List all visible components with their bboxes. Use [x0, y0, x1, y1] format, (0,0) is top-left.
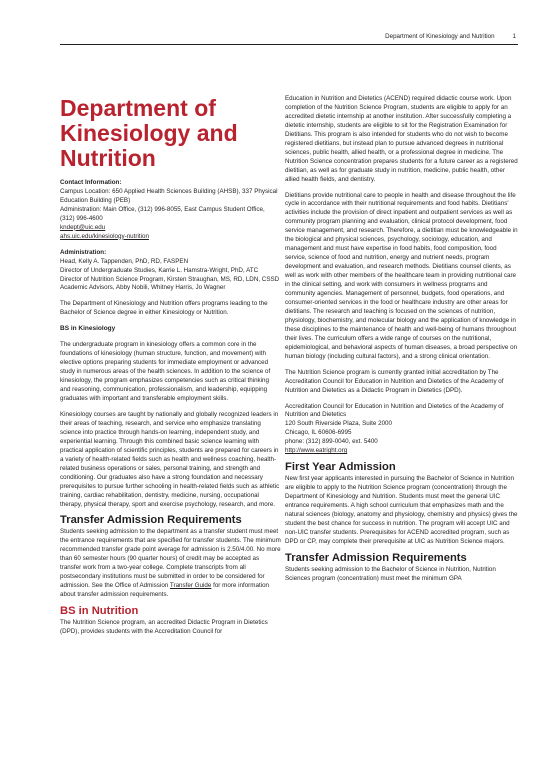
- administration-label: Administration:: [60, 248, 107, 256]
- admin-nutrition-director: Director of Nutrition Science Program, Kirsten Straughan, MS, RD, LDN, CSSD: [60, 275, 280, 283]
- nutrition-paragraph-1: Education in Nutrition and Dietetics (ACEND) required didactic course work. Upon completion of the Nutrition Science Program, students are eligible to apply for an accredited dietetic internship at another institution. After successfully completing a dietetic internship, students are eligible to sit for the Registration Examination for Dietitians. This program is also intended for students who do not wish to become registered dietitians, but instead plan to pursue advanced degrees in nutritional sciences, public health, allied health, or a professional degree in medicine. The Nutrition Science concentration prepares students for a future career as a registered dietitian, as well as for graduate study in nutrition, medicine, public health, other allied health fields, and dentistry.: [285, 95, 518, 183]
- contact-label: Contact Information:: [60, 179, 122, 186]
- page-title-line1: Department of: [60, 95, 216, 121]
- header-rule: [60, 44, 518, 45]
- nutrition-paragraph-3: The Nutrition Science program is currently granted initial accreditation by The Accreditation Council for Education in Nutrition and Dietetics of the Academy of Nutrition and Dietetics as a Didactic Program in Dietetics (DPD).: [285, 368, 504, 394]
- transfer-guide-link[interactable]: Transfer Guide: [169, 582, 212, 590]
- transfer-admission-paragraph: [60, 528, 281, 600]
- nutrition-transfer-admission-paragraph: Students seeking admission to the Bachelor of Science in Nutrition, Nutrition Sciences program (concentration) must meet the minimum GPA: [285, 565, 496, 582]
- acend-city: Chicago, IL 60606-6995: [285, 429, 352, 437]
- admin-undergrad-director: Director of Undergraduate Studies, Karrie L. Hamstra-Wright, PhD, ATC: [60, 266, 259, 274]
- page-title-line3: Nutrition: [60, 145, 156, 171]
- first-year-admission-heading: First Year Admission: [285, 461, 396, 474]
- admin-head: Head, Kelly A. Tappenden, PhD, RD, FASPEN: [60, 257, 189, 265]
- nutrition-paragraph-2: Dietitians provide nutritional care to people in health and disease throughout the life cycle in accordance with their nutritional requirements and food habits. Dietitians' activities include the provision of direct inpatient and outpatient services as well as community program planning and evaluation, clinical protocol development, food service management, and research. Therefore, a dietitian must be knowledgeable in the biological and physical sciences, psychology, sociology, education, and management and must have expertise in food habits, food composition, food service, science of food and nutrition, energy and nutrient needs, program development and evaluation, and research methods. Dietitians counsel clients, as well as work with other members of the healthcare team in providing nutritional care in the clinical setting, and work with consumers in wellness programs and community agencies. Management of personnel, budgets, food operations, and consumer-oriented services in the food or healthcare industry are other areas for dietitians. The research and teaching is focused on the sciences of nutrition, physiology, biochemistry, and molecular biology and the application of knowledge in these disciplines to the maintenance of health and well-being of humans throughout their lives. The curriculum offers a wide range of courses on the nutritional, epidemiological, and behavioral aspects of human diseases, a broad perspective on human biology (including cultural factors), and a strong clinical orientation.: [285, 191, 518, 360]
- contact-email-link[interactable]: kndept@uic.edu: [60, 223, 106, 231]
- page-title-line2: Kinesiology and: [60, 120, 238, 146]
- nutrition-transfer-admission-heading: Transfer Admission Requirements: [285, 551, 467, 564]
- contact-campus: Campus Location: 650 Applied Health Sciences Building (AHSB), 337 Physical Education Building (PEB): [60, 187, 278, 204]
- transfer-text-pre: Students seeking admission to the department as a transfer student must meet the entrance requirements that are specified for transfer students. The minimum recommended transfer grade point average for admission is 2.50/4.00. No more than 60 semester hours (90 quarter hours) of credit may be accepted as transfer work from a two-year college. Complete transcripts from all postsecondary institutions must be submitted in order to be considered for admission. See the Office of Admission: [60, 528, 281, 590]
- bs-nutrition-paragraph: The Nutrition Science program, an accredited Didactic Program in Dietetics (DPD), provides students with the Accreditation Council for: [60, 619, 268, 636]
- page-number: 1: [512, 33, 516, 40]
- transfer-text-post: for more information about transfer admission requirements.: [60, 582, 270, 599]
- acend-name: Accreditation Council for Education in Nutrition and Dietetics of the Academy of Nutrition and Dietetics: [285, 402, 504, 419]
- acend-phone: phone: (312) 899-0040, ext. 5400: [285, 438, 378, 446]
- acend-address: 120 South Riverside Plaza, Suite 2000: [285, 420, 393, 428]
- running-header-title: Department of Kinesiology and Nutrition: [385, 33, 495, 40]
- right-column: [285, 95, 518, 584]
- first-year-admission-paragraph: New first year applicants interested in pursuing the Bachelor of Science in Nutrition are eligible to apply to the Nutrition Science program (concentration) through the Department of Kinesiology and Nutrition. Students must meet the general UIC entrance requirements. A high school curriculum that emphasizes math and the natural sciences (biology, anatomy and physiology, chemistry and physics) gives the student the best chance for success in nutrition. The program will accept UIC and non-UIC transfer students. Prerequisites for ACEND accredited program, such as DPD or CP, may complete their prerequisite at UIC as Nutrition Science majors.: [285, 475, 518, 545]
- page-title: [60, 96, 281, 171]
- bs-kinesiology-heading: BS in Kinesiology: [60, 325, 116, 333]
- acend-website-link[interactable]: http://www.eatright.org: [285, 447, 348, 455]
- bs-kinesiology-paragraph-2: Kinesiology courses are taught by nationally and globally recognized leaders in their areas of teaching, research, and service who emphasize translating science into practice through hands-on learning, independent study, and experiential learning. Through this combined basic science learning with practical application of scientific principles, students are prepared for careers in a variety of health-related fields such as health and wellness coaching, health-related business operations or sales, personal training, and strength and conditioning. Our graduates also have a strong foundation and necessary prerequisites to pursue further schooling in health-related fields such as athletic training, cardiac rehabilitation, dentistry, medicine, nursing, occupational therapy, physical therapy, sport and exercise psychology, research, and more.: [60, 410, 280, 508]
- contact-admin-office: Administration: Main Office, (312) 996-8055, East Campus Student Office, (312) 996-4600: [60, 205, 265, 222]
- running-header: [60, 33, 518, 43]
- bs-kinesiology-paragraph-1: The undergraduate program in kinesiology offers a common core in the foundations of kinesiology (human structure, function, and movement) with elective options preparing students for immediate employment or advanced study in numerous areas of the health sciences. In addition to the science of kinesiology, the program emphasizes competencies such as critical thinking and reasoning, communication, professionalism, and leadership, equipping graduates with important and transferable employment skills.: [60, 341, 271, 403]
- bs-nutrition-heading: BS in Nutrition: [60, 605, 139, 618]
- department-offers-text: The Department of Kinesiology and Nutrition offers programs leading to the Bachelor of Science degree in either Kinesiology or Nutrition.: [60, 300, 268, 317]
- contact-website-link[interactable]: ahs.uic.edu/kinesiology-nutrition: [60, 232, 149, 240]
- left-column: [60, 96, 281, 637]
- transfer-admission-heading: Transfer Admission Requirements: [60, 514, 242, 527]
- admin-advisors: Academic Advisors, Abby Nobili, Whitney Harris, Jo Wagner: [60, 284, 226, 292]
